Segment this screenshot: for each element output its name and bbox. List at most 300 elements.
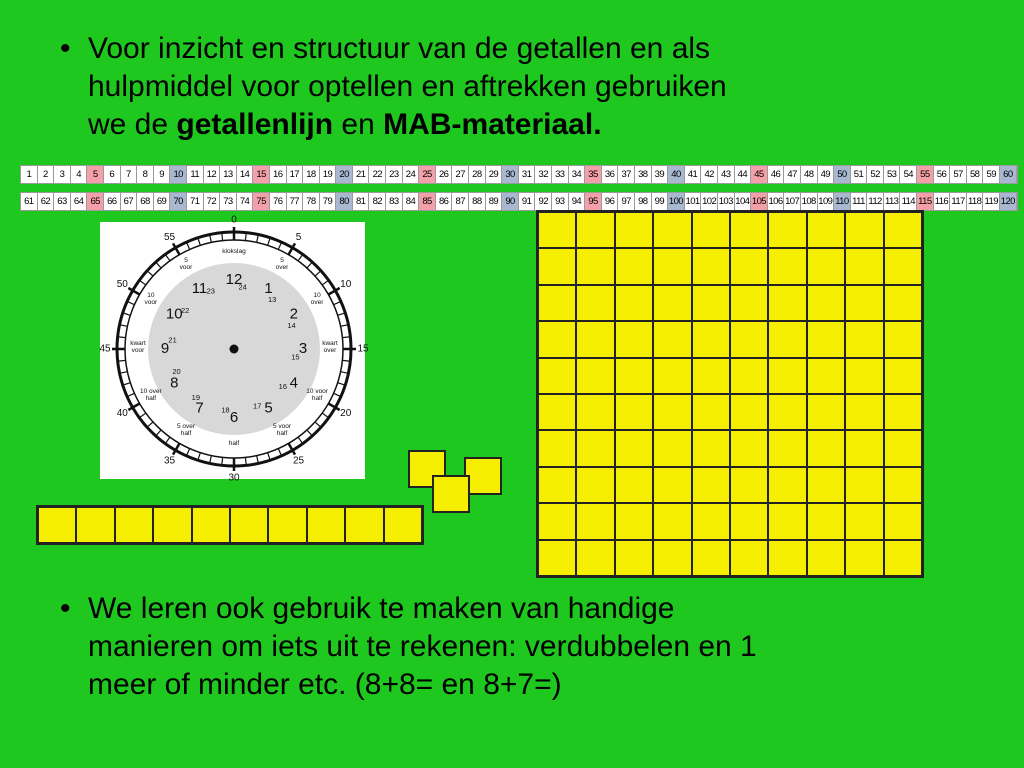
numberline-cell: 60 [1000, 166, 1017, 183]
numberline-cell: 98 [635, 193, 652, 210]
mab-square [576, 430, 614, 466]
clock-tick [278, 242, 281, 249]
clock-hour-label: 8 [170, 374, 179, 392]
numberline-cell: 102 [701, 193, 718, 210]
numberline-cell: 71 [187, 193, 204, 210]
clock-tick [165, 437, 170, 443]
numberline-cell: 93 [552, 193, 569, 210]
clock-hour-label: 2 [289, 305, 298, 323]
clock-tick [118, 360, 126, 361]
numberline-cell: 13 [220, 166, 237, 183]
clock-minute-label: 20 [340, 408, 352, 420]
numberline-cell: 40 [668, 166, 685, 183]
bold-term-getallenlijn: getallenlijn [176, 108, 334, 141]
clock-tick [156, 262, 161, 268]
clock-minute-label: 30 [228, 472, 240, 484]
numberline-cell: 100 [668, 193, 685, 210]
numberline-cell: 74 [237, 193, 254, 210]
clock-tick [147, 422, 153, 427]
numberline-cell: 49 [818, 166, 835, 183]
bullet-symbol: • [60, 592, 71, 625]
mab-square [845, 358, 883, 394]
mab-square [768, 503, 806, 539]
numberline-cell: 80 [336, 193, 353, 210]
numberline-cell: 34 [569, 166, 586, 183]
mab-square [768, 540, 806, 576]
clock-tick [307, 430, 312, 436]
numberline-cell: 56 [934, 166, 951, 183]
mab-square [845, 540, 883, 576]
clock-hour-label: 6 [229, 408, 239, 426]
mab-square [845, 503, 883, 539]
numberline-cell: 104 [735, 193, 752, 210]
clock-hour24-label: 14 [287, 320, 296, 330]
mab-square [807, 503, 845, 539]
mab-square [884, 248, 922, 284]
numberline-cell: 90 [502, 193, 519, 210]
clock-tick [245, 457, 246, 465]
numberline-cell: 35 [585, 166, 602, 183]
numberline-cell: 8 [137, 166, 154, 183]
numberline-cell: 67 [121, 193, 138, 210]
mab-square [538, 467, 576, 503]
numberline-cell: 109 [818, 193, 835, 210]
clock-word-label: half [228, 440, 240, 447]
numberline-cell: 83 [386, 193, 403, 210]
mab-square [807, 430, 845, 466]
numberline-cell: 31 [519, 166, 536, 183]
mab-square [730, 321, 768, 357]
numberline-cell: 12 [204, 166, 221, 183]
numberline-cell: 94 [569, 193, 586, 210]
clock-hour24-label: 20 [172, 367, 181, 377]
mab-square [576, 358, 614, 394]
numberline-cell: 38 [635, 166, 652, 183]
numberline-cell: 84 [403, 193, 420, 210]
numberline-cell: 17 [287, 166, 304, 183]
mab-square [692, 321, 730, 357]
clock-tick [222, 457, 223, 465]
clock-minute-label: 10 [340, 279, 352, 291]
clock-hour24-label: 21 [168, 335, 177, 345]
mab-square [615, 467, 653, 503]
mab-square [807, 285, 845, 321]
numberline-cell: 103 [718, 193, 735, 210]
mab-square [730, 212, 768, 248]
clock-minute-label: 35 [163, 455, 176, 467]
numberline-cell: 115 [917, 193, 934, 210]
numberline-cell: 45 [751, 166, 768, 183]
numberline-cell: 16 [270, 166, 287, 183]
numberline-cell: 62 [38, 193, 55, 210]
mab-square [653, 285, 691, 321]
numberline-cell: 5 [87, 166, 104, 183]
clock-tick [156, 430, 161, 436]
mab-square [692, 212, 730, 248]
mab-square [807, 358, 845, 394]
numberline-cell: 107 [784, 193, 801, 210]
mab-square [615, 430, 653, 466]
mab-square [884, 467, 922, 503]
clock-center-dot [230, 345, 239, 354]
numberline-cell: 76 [270, 193, 287, 210]
clock-minute-label: 25 [292, 455, 305, 467]
mab-square [807, 212, 845, 248]
clock-hour24-label: 22 [180, 305, 190, 315]
numberline-cell: 37 [618, 166, 635, 183]
bullet-line: Voor inzicht en structuur van de getallen en als [88, 32, 711, 65]
clock-minute-label: 45 [99, 343, 111, 355]
numberline-row-2 [20, 192, 1018, 211]
numberline-cell: 26 [436, 166, 453, 183]
mab-square [768, 358, 806, 394]
mab-square [615, 503, 653, 539]
mab-square [345, 507, 383, 543]
numberline-cell: 55 [917, 166, 934, 183]
clock-tick [186, 242, 189, 249]
clock-hour-label: 10 [165, 305, 183, 323]
numberline-cell: 116 [934, 193, 951, 210]
mab-square [730, 358, 768, 394]
clock-tick [245, 233, 246, 241]
numberline-cell: 108 [801, 193, 818, 210]
numberline-cell: 88 [469, 193, 486, 210]
mab-square [692, 358, 730, 394]
mab-square [807, 540, 845, 576]
mab-square [576, 285, 614, 321]
mab-square [768, 321, 806, 357]
clock-hour-label: 11 [191, 280, 208, 298]
clock-tick [342, 337, 350, 338]
clock-word-label: 5 over half [176, 423, 196, 438]
numberline-cell: 82 [369, 193, 386, 210]
numberline-cell: 19 [320, 166, 337, 183]
numberline-cell: 9 [154, 166, 171, 183]
clock-tick [342, 360, 350, 361]
numberline-cell: 20 [336, 166, 353, 183]
mab-square [653, 248, 691, 284]
mab-square [384, 507, 422, 543]
bullet-line: meer of minder etc. (8+8= en 8+7=) [88, 668, 562, 701]
numberline-cell: 51 [851, 166, 868, 183]
clock-tick [139, 280, 145, 285]
clock-tick [322, 413, 328, 418]
bullet-text [88, 590, 988, 704]
clock-hour-label: 12 [225, 270, 243, 288]
numberline-cell: 118 [967, 193, 984, 210]
mab-square [538, 394, 576, 430]
numberline-cell: 28 [469, 166, 486, 183]
mab-square [845, 321, 883, 357]
numberline-cell: 91 [519, 193, 536, 210]
mab-square [76, 507, 114, 543]
mab-square [538, 358, 576, 394]
numberline-cell: 15 [253, 166, 270, 183]
clock-tick [334, 301, 341, 304]
numberline-cell: 81 [353, 193, 370, 210]
mab-square [884, 430, 922, 466]
mab-square [653, 321, 691, 357]
numberline-cell: 23 [386, 166, 403, 183]
clock-tick [186, 449, 189, 456]
clock-minute-label: 55 [163, 231, 176, 243]
numberline-cell: 87 [452, 193, 469, 210]
clock-hour24-label: 16 [278, 382, 288, 392]
numberline-cell: 30 [502, 166, 519, 183]
mab-square [192, 507, 230, 543]
mab-square [307, 507, 345, 543]
mab-square [538, 503, 576, 539]
mab-square [768, 467, 806, 503]
mab-square [153, 507, 191, 543]
clock-minute-label: 15 [357, 343, 369, 355]
bold-term-mab: MAB-materiaal. [383, 108, 602, 141]
mab-square [576, 248, 614, 284]
numberline-cell: 119 [983, 193, 1000, 210]
numberline-cell: 117 [950, 193, 967, 210]
mab-square [653, 212, 691, 248]
numberline-cell: 43 [718, 166, 735, 183]
mab-ten-bar [36, 505, 424, 545]
clock-tick [298, 437, 303, 443]
mab-square [845, 394, 883, 430]
clock-tick [147, 271, 153, 276]
mab-square [730, 430, 768, 466]
mab-square [615, 358, 653, 394]
mab-square [768, 394, 806, 430]
mab-unit-cube [432, 475, 470, 513]
numberline-cell: 70 [170, 193, 187, 210]
numberline-cell: 50 [834, 166, 851, 183]
mab-square [845, 212, 883, 248]
mab-square [538, 321, 576, 357]
clock-minute-label: 0 [231, 214, 237, 226]
mab-square [653, 467, 691, 503]
numberline-cell: 68 [137, 193, 154, 210]
numberline-cell: 69 [154, 193, 171, 210]
bullet-symbol: • [60, 32, 71, 65]
mab-square [730, 540, 768, 576]
numberline-cell: 57 [950, 166, 967, 183]
numberline-cell: 78 [303, 193, 320, 210]
numberline-cell: 111 [851, 193, 868, 210]
numberline-cell: 48 [801, 166, 818, 183]
clock-tick [165, 254, 170, 260]
numberline-cell: 47 [784, 166, 801, 183]
clock-tick [334, 393, 341, 396]
numberline-cell: 92 [535, 193, 552, 210]
clock-tick [298, 254, 303, 260]
numberline-cell: 85 [419, 193, 436, 210]
mab-square [653, 540, 691, 576]
bullet-line: hulpmiddel voor optellen en aftrekken gebruiken [88, 70, 727, 103]
numberline-cell: 53 [884, 166, 901, 183]
clock-word-label: 10 over [310, 292, 324, 306]
mab-square [692, 394, 730, 430]
clock-tick [118, 337, 126, 338]
numberline-cell: 61 [21, 193, 38, 210]
mab-square [884, 358, 922, 394]
mab-hundred-plate [536, 210, 924, 578]
mab-square [692, 285, 730, 321]
numberline-cell: 54 [900, 166, 917, 183]
mab-square [576, 321, 614, 357]
clock-tick [322, 280, 328, 285]
clock-tick [127, 301, 134, 304]
bullet-line: We leren ook gebruik te maken van handige [88, 592, 675, 625]
mab-square [768, 248, 806, 284]
numberline-cell: 24 [403, 166, 420, 183]
mab-square [692, 430, 730, 466]
clock-minute-label: 40 [116, 408, 128, 420]
mab-square [884, 285, 922, 321]
numberline-cell: 64 [71, 193, 88, 210]
numberline-cell: 52 [867, 166, 884, 183]
mab-square [576, 503, 614, 539]
numberline-cell: 77 [287, 193, 304, 210]
numberline-cell: 75 [253, 193, 270, 210]
mab-square [807, 321, 845, 357]
numberline-cell: 36 [602, 166, 619, 183]
mab-square [884, 503, 922, 539]
clock-hour-label: 4 [289, 374, 298, 392]
mab-square [538, 212, 576, 248]
clock-word-label: 5 voor [179, 256, 193, 271]
numberline-cell: 44 [735, 166, 752, 183]
mab-square [692, 503, 730, 539]
mab-square [653, 358, 691, 394]
numberline-cell: 2 [38, 166, 55, 183]
numberline-cell: 113 [884, 193, 901, 210]
mab-square [653, 394, 691, 430]
clock-minute-label: 5 [295, 231, 302, 243]
clock-word-label: 5 over [275, 256, 289, 271]
clock-hour24-label: 13 [267, 295, 277, 305]
numberline-cell: 114 [900, 193, 917, 210]
mab-square [845, 248, 883, 284]
mab-square [730, 285, 768, 321]
mab-square [768, 285, 806, 321]
mab-square [884, 540, 922, 576]
mab-square [115, 507, 153, 543]
numberline-cell: 3 [54, 166, 71, 183]
mab-square [692, 540, 730, 576]
clock-hour-label: 3 [298, 339, 308, 357]
mab-square [884, 212, 922, 248]
clock-hour24-label: 17 [253, 401, 262, 411]
clock-svg [99, 214, 369, 484]
clock-word-label: 5 voor half [272, 423, 292, 438]
clock-hour24-label: 23 [206, 286, 215, 296]
numberline-cell: 27 [452, 166, 469, 183]
mab-square [730, 467, 768, 503]
clock-tick [222, 233, 223, 241]
numberline-cell: 97 [618, 193, 635, 210]
mab-square [615, 248, 653, 284]
numberline-cell: 66 [104, 193, 121, 210]
mab-square [615, 321, 653, 357]
numberline-cell: 63 [54, 193, 71, 210]
clock-hour24-label: 24 [238, 282, 247, 292]
clock-word-label: 10 voor half [306, 388, 328, 402]
numberline-cell: 46 [768, 166, 785, 183]
mab-square [692, 467, 730, 503]
numberline-cell: 14 [237, 166, 254, 183]
mab-square [576, 212, 614, 248]
numberline-cell: 106 [768, 193, 785, 210]
numberline-cell: 22 [369, 166, 386, 183]
clock-word-label: kwart over [322, 340, 338, 354]
clock-word-label: klokslag [222, 248, 246, 255]
numberline-cell: 58 [967, 166, 984, 183]
clock-tick [139, 413, 145, 418]
mab-square [884, 394, 922, 430]
numberline-cell: 11 [187, 166, 204, 183]
numberline-cell: 59 [983, 166, 1000, 183]
numberline-cell: 4 [71, 166, 88, 183]
mab-square [268, 507, 306, 543]
mab-square [768, 430, 806, 466]
clock-word-label: 10 voor [144, 292, 158, 306]
numberline-cell: 42 [701, 166, 718, 183]
clock-hour24-label: 18 [221, 405, 230, 415]
mab-square [538, 248, 576, 284]
clock-tick [307, 262, 312, 268]
clock-tick [315, 422, 321, 427]
bullet-line: manieren om iets uit te rekenen: verdubbelen en 1 [88, 630, 757, 663]
mab-square [538, 285, 576, 321]
bullet-text [88, 30, 988, 144]
mab-square [807, 467, 845, 503]
mab-square [615, 540, 653, 576]
mab-square [576, 540, 614, 576]
numberline-cell: 96 [602, 193, 619, 210]
mab-square [884, 321, 922, 357]
mab-square [615, 394, 653, 430]
mab-square [768, 212, 806, 248]
numberline-cell: 72 [204, 193, 221, 210]
numberline-cell: 29 [486, 166, 503, 183]
clock-hour-label: 7 [195, 399, 204, 417]
clock-hour-label: 1 [264, 280, 273, 298]
numberline-cell: 79 [320, 193, 337, 210]
clock-tick [315, 271, 321, 276]
numberline-cell: 101 [685, 193, 702, 210]
clock-minute-label: 50 [116, 279, 128, 291]
mab-square [615, 285, 653, 321]
mab-square [576, 467, 614, 503]
mab-square [807, 394, 845, 430]
numberline-cell: 120 [1000, 193, 1017, 210]
mab-square [730, 503, 768, 539]
clock-hour-label: 9 [160, 339, 170, 357]
clock-word-label: kwart voor [130, 340, 146, 354]
numberline-cell: 105 [751, 193, 768, 210]
mab-square [730, 394, 768, 430]
numberline-cell: 95 [585, 193, 602, 210]
numberline-cell: 33 [552, 166, 569, 183]
numberline-cell: 18 [303, 166, 320, 183]
numberline-cell: 7 [121, 166, 138, 183]
mab-square [807, 248, 845, 284]
numberline-cell: 89 [486, 193, 503, 210]
text-fragment: we de [88, 108, 177, 141]
mab-square [653, 430, 691, 466]
clock-hour24-label: 15 [291, 352, 300, 362]
mab-square [845, 285, 883, 321]
numberline-cell: 6 [104, 166, 121, 183]
numberline-cell: 32 [535, 166, 552, 183]
